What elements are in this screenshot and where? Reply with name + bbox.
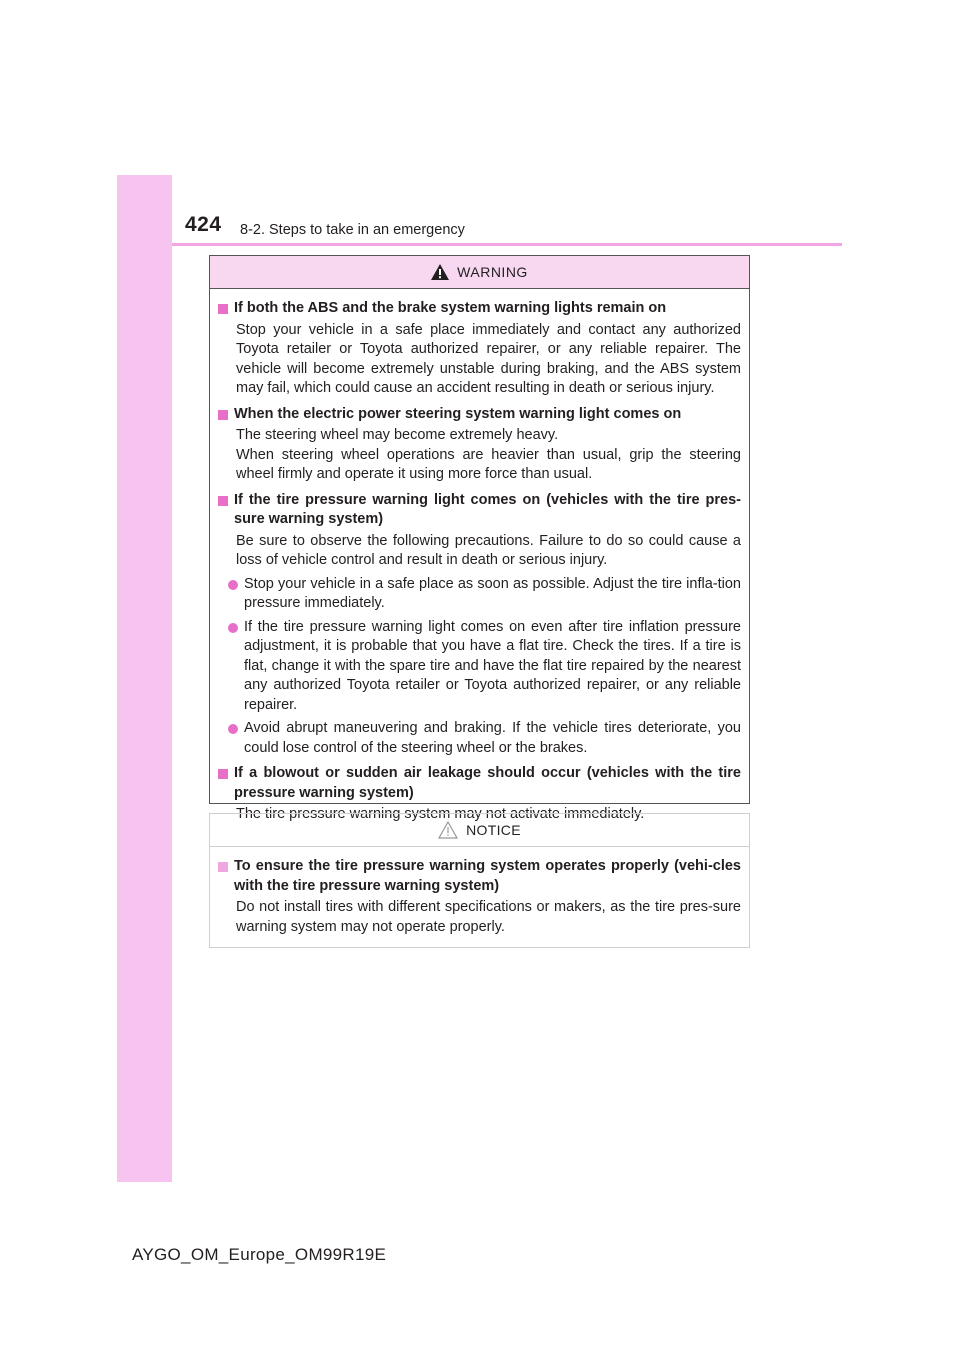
item-text-line: The steering wheel may become extremely heavy. [236, 427, 559, 443]
square-bullet-icon [218, 862, 228, 872]
page-number: 424 [185, 213, 222, 236]
warning-triangle-icon [431, 264, 449, 280]
bullet-text: Stop your vehicle in a safe place as soon as possible. Adjust the tire infla-tion pressure immediately. [244, 575, 741, 611]
side-color-band [117, 175, 172, 1182]
square-bullet-icon [218, 496, 228, 506]
item-heading: When the electric power steering system warning light comes on [234, 405, 682, 422]
notice-title: NOTICE [466, 822, 521, 838]
warning-item-tire-pressure [218, 491, 741, 759]
round-bullet-icon [228, 724, 238, 734]
item-text: Be sure to observe the following precautions. Failure to do so could cause a loss of vehicle control and result in death or serious injury. [236, 532, 741, 568]
square-bullet-icon [218, 769, 228, 779]
round-bullet-icon [228, 580, 238, 590]
section-title: 8-2. Steps to take in an emergency [240, 222, 465, 238]
notice-triangle-icon [438, 821, 458, 839]
item-text: The tire pressure warning system may not activate immediately. [236, 806, 645, 822]
warning-box [209, 255, 750, 822]
bullet-item [218, 575, 741, 614]
item-text: Stop your vehicle in a safe place immediately and contact any authorized Toyota retailer or Toyota authorized repairer, or any reliable repairer. The vehicle will become extremely unstable during braking, and the ABS system may fail, which could cause an accident resulting in death or serious injury. [236, 321, 741, 396]
warning-item-abs [218, 299, 741, 399]
square-bullet-icon [218, 304, 228, 314]
round-bullet-icon [228, 623, 238, 633]
square-bullet-icon [218, 410, 228, 420]
item-text-line: When steering wheel operations are heavier than usual, grip the steering wheel firmly and operate it using more force than usual. [236, 446, 741, 482]
notice-box [209, 813, 750, 948]
document-code: AYGO_OM_Europe_OM99R19E [132, 1245, 387, 1264]
header-rule [172, 243, 842, 246]
warning-header [210, 256, 749, 289]
item-heading: To ensure the tire pressure warning system operates properly (vehi-cles with the tire pressure warning system) [234, 858, 741, 894]
notice-item-tpws [218, 857, 741, 937]
warning-title: WARNING [457, 264, 528, 280]
bullet-text: Avoid abrupt maneuvering and braking. If the vehicle tires deteriorate, you could lose control of the steering wheel or the brakes. [244, 720, 741, 756]
bullet-item [218, 618, 741, 716]
item-heading: If both the ABS and the brake system warning lights remain on [234, 300, 667, 316]
notice-header [210, 814, 749, 847]
item-text: Do not install tires with different specifications or makers, as the tire pres-sure warning system may not operate properly. [236, 899, 741, 935]
warning-item-eps [218, 405, 741, 485]
bullet-text: If the tire pressure warning light comes on even after tire inflation pressure adjustment, it is probable that you have a flat tire. Check the tires. If a tire is flat, change it with the spare tire and have the flat tire repaired by the nearest any authorized Toyota retailer or Toyota authorized repairer, or any reliable repairer. [244, 618, 741, 713]
item-heading: If a blowout or sudden air leakage should occur (vehicles with the tire pressure warning system) [234, 765, 741, 801]
bullet-item [218, 719, 741, 758]
item-heading: If the tire pressure warning light comes on (vehicles with the tire pres-sure warning system) [234, 491, 741, 527]
